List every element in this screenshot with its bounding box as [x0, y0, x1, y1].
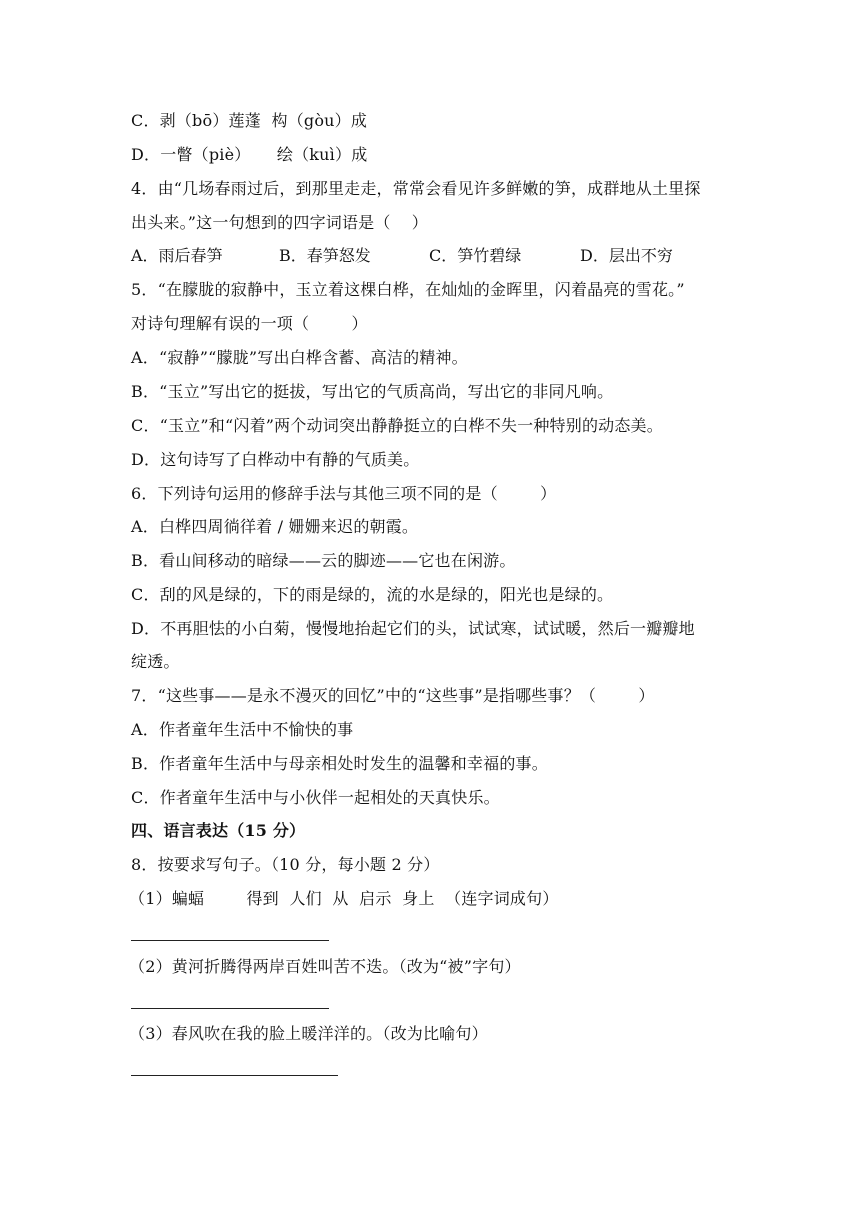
q7-option-c: C．作者童年生活中与小伙伴一起相处的天真快乐。 — [131, 788, 500, 807]
section-4-heading: 四、语言表达（15 分） — [131, 821, 306, 840]
q3-option-d: D．一瞥（piè） 绘（kuì）成 — [131, 145, 368, 164]
q8-sub2: （2）黄河折腾得两岸百姓叫苦不迭。（改为“被”字句） — [129, 957, 521, 976]
q6-option-d-line2: 绽透。 — [131, 652, 180, 671]
q6-stem: 6．下列诗句运用的修辞手法与其他三项不同的是（ ） — [131, 484, 557, 503]
q3-option-c: C．剥（bō）莲蓬 构（gòu）成 — [131, 111, 368, 130]
q7-option-a: A．作者童年生活中不愉快的事 — [131, 720, 354, 739]
q4-option-c: C．笋竹碧绿 — [429, 246, 522, 265]
q8-sub2-answer-line[interactable] — [131, 1008, 329, 1009]
q4-options-row — [131, 246, 751, 266]
q5-option-d: D．这句诗写了白桦动中有静的气质美。 — [131, 450, 420, 469]
q8-sub3-answer-line[interactable] — [131, 1075, 338, 1076]
q5-option-c: C．“玉立”和“闪着”两个动词突出静静挺立的白桦不失一种特别的动态美。 — [131, 416, 663, 435]
q4-stem-line1: 4．由“几场春雨过后，到那里走走，常常会看见许多鲜嫩的笋，成群地从土里探 — [131, 179, 701, 198]
q8-sub3: （3）春风吹在我的脸上暖洋洋的。（改为比喻句） — [129, 1024, 488, 1043]
q4-option-d: D．层出不穷 — [580, 246, 673, 265]
q6-option-b: B．看山间移动的暗绿——云的脚迹——它也在闲游。 — [131, 551, 516, 570]
q5-option-b: B．“玉立”写出它的挺拔，写出它的气质高尚，写出它的非同凡响。 — [131, 382, 614, 401]
q5-option-a: A．“寂静”“朦胧”写出白桦含蓄、高洁的精神。 — [131, 348, 468, 367]
q6-option-d-line1: D．不再胆怯的小白菊，慢慢地抬起它们的头，试试寒，试试暖，然后一瓣瓣地 — [131, 619, 695, 638]
q6-option-c: C．刮的风是绿的，下的雨是绿的，流的水是绿的，阳光也是绿的。 — [131, 585, 614, 604]
q4-stem-line2: 出头来。”这一句想到的四字词语是（ ） — [131, 213, 428, 232]
q7-option-b: B．作者童年生活中与母亲相处时发生的温馨和幸福的事。 — [131, 754, 548, 773]
q5-stem-line1: 5．“在朦胧的寂静中，玉立着这棵白桦，在灿灿的金晖里，闪着晶亮的雪花。” — [131, 280, 685, 299]
q6-option-a: A．白桦四周徜徉着 / 姗姗来迟的朝霞。 — [131, 517, 419, 536]
q5-stem-line2: 对诗句理解有误的一项（ ） — [131, 314, 368, 333]
q7-stem: 7．“这些事——是永不漫灭的回忆”中的“这些事”是指哪些事？（ ） — [131, 686, 655, 705]
q8-stem: 8．按要求写句子。（10 分，每小题 2 分） — [131, 855, 440, 874]
q4-option-b: B．春笋怒发 — [279, 246, 371, 265]
q8-sub1: （1）蝙蝠 得到 人们 从 启示 身上 （连字词成句） — [129, 889, 559, 908]
q4-option-a: A．雨后春笋 — [131, 246, 223, 265]
q8-sub1-answer-line[interactable] — [131, 940, 329, 941]
